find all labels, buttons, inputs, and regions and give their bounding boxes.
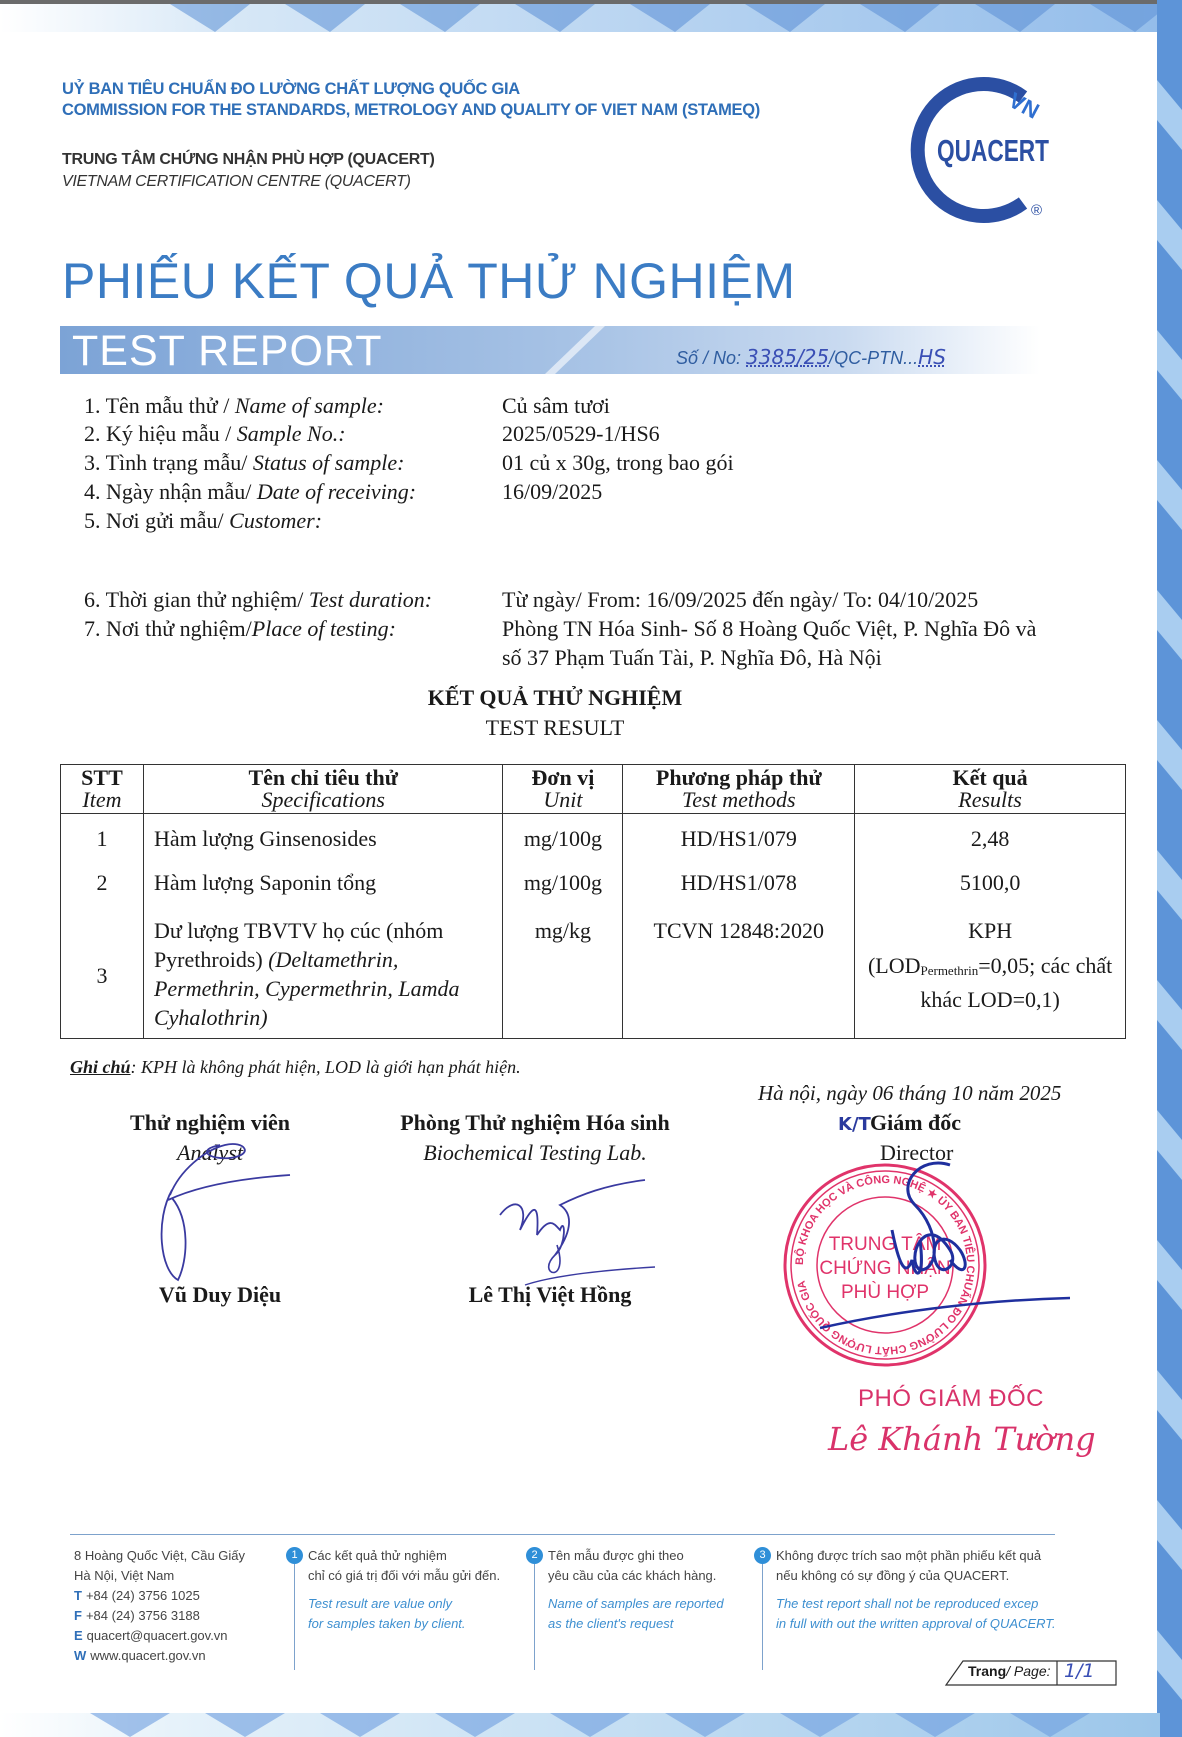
- stamp-line2: CHỨNG NHẬN: [819, 1258, 951, 1279]
- report-number-year: 25: [803, 345, 830, 369]
- cell-result: 5100,0: [855, 866, 1126, 914]
- logo-mark: VN: [1004, 87, 1044, 124]
- report-number: Số / No: 3385/25/QC-PTN...HS: [676, 345, 946, 369]
- footer-note-1: 1 Các kết quả thử nghiệm chỉ có giá trị đối với mẫu gửi đến. Test result are value only for samples taken by client.: [308, 1546, 528, 1634]
- contact-block: [74, 1546, 245, 1666]
- registered-mark: ®: [1031, 202, 1043, 219]
- column-header-result: Kết quả Results: [855, 765, 1126, 814]
- decorative-top-border: [0, 0, 1182, 32]
- info-value-place: Phòng TN Hóa Sinh- Số 8 Hoàng Quốc Việt, P. Nghĩa Đô và: [502, 616, 1037, 641]
- cell-unit: mg/kg: [503, 914, 623, 1039]
- logo-text: QUACERT: [937, 133, 1050, 168]
- report-title-en: TEST REPORT: [72, 327, 383, 375]
- lab-head-signature: [495, 1175, 655, 1285]
- cell-item: 3: [61, 914, 144, 1039]
- page-label: Trang/ Page:: [968, 1663, 1051, 1679]
- table-header-row: [61, 765, 1126, 814]
- report-title-vi: PHIẾU KẾT QUẢ THỬ NGHIỆM: [62, 253, 796, 309]
- table-row: [61, 866, 1126, 914]
- info-label-test-duration: 6. Thời gian thử nghiệm/ Test duration:: [84, 587, 433, 612]
- info-value-test-duration: Từ ngày/ From: 16/09/2025 đến ngày/ To: 04/10/2025: [502, 587, 979, 612]
- phone: T +84 (24) 3756 1025: [74, 1588, 200, 1603]
- address-line2: Hà Nội, Việt Nam: [74, 1568, 175, 1583]
- column-header-item: STT Item: [61, 765, 144, 814]
- centre-name-en: VIETNAM CERTIFICATION CENTRE (QUACERT): [62, 173, 411, 190]
- fax: F +84 (24) 3756 3188: [74, 1608, 200, 1623]
- column-header-specification: Tên chỉ tiêu thử Specifications: [143, 765, 503, 814]
- footnote-label: Ghi chú: [70, 1057, 131, 1077]
- note-number-icon: 2: [526, 1547, 543, 1564]
- cell-item: 1: [61, 814, 144, 866]
- deputy-director-title: PHÓ GIÁM ĐỐC: [858, 1385, 1045, 1412]
- page-number: 1/1: [1064, 1660, 1095, 1682]
- cell-unit: mg/100g: [503, 866, 623, 914]
- column-header-unit: Đơn vị Unit: [503, 765, 623, 814]
- footnote-text: : KPH là không phát hiện, LOD là giới hạn phát hiện.: [130, 1057, 521, 1077]
- info-label-place: 7. Nơi thử nghiệm/Place of testing:: [84, 616, 396, 641]
- results-title-vi: KẾT QUẢ THỬ NGHIỆM: [427, 685, 683, 710]
- info-label-date-received: 4. Ngày nhận mẫu/ Date of receiving:: [84, 479, 417, 504]
- cell-specification: Dư lượng TBVTV họ cúc (nhóm Pyrethroids) (Deltamethrin, Permethrin, Cypermethrin, Lamda Cyhalothrin): [143, 914, 503, 1039]
- cell-unit: mg/100g: [503, 814, 623, 866]
- footer-note-3: 3 Không được trích sao một phần phiếu kết quả nếu không có sự đồng ý của QUACERT. The test report shall not be reproduced excep in full with out the written approval of QUACERT.: [776, 1546, 1066, 1634]
- decorative-right-border: [1157, 0, 1182, 1737]
- deputy-director-name: Lê Khánh Tường: [828, 1420, 1096, 1458]
- report-number-code: /QC-PTN: [829, 348, 904, 368]
- report-number-suffix: HS: [918, 345, 946, 369]
- cell-specification: Hàm lượng Saponin tổng: [143, 866, 503, 914]
- signing-date: Hà nội, ngày 06 tháng 10 năm 2025: [758, 1081, 1062, 1105]
- director-subtitle: Director: [880, 1140, 954, 1165]
- address-line1: 8 Hoàng Quốc Việt, Cầu Giấy: [74, 1548, 246, 1563]
- cell-item: 2: [61, 866, 144, 914]
- cell-specification: Hàm lượng Ginsenosides: [143, 814, 503, 866]
- info-value-sample-name: Củ sâm tươi: [502, 393, 610, 418]
- cell-result: [855, 914, 1126, 1039]
- footer-note-2: 2 Tên mẫu được ghi theo yêu cầu của các khách hàng. Name of samples are reported as the client's request: [548, 1546, 768, 1634]
- info-value-place-line2: số 37 Phạm Tuấn Tài, P. Nghĩa Đô, Hà Nội: [502, 645, 882, 670]
- quacert-logo: [905, 75, 1055, 225]
- cell-result: 2,48: [855, 814, 1126, 866]
- cell-result-lod-note: ($LOD_{Permethrin}=0,05$; các chất khác LOD=0,1): [867, 952, 1113, 1012]
- table-row: [61, 914, 1126, 1039]
- cell-method: TCVN 12848:2020: [623, 914, 855, 1039]
- stamp-line1: TRUNG TÂM: [828, 1234, 942, 1255]
- info-value-sample-no: 2025/0529-1/HS6: [502, 421, 660, 446]
- analyst-title: Thử nghiệm viên: [130, 1110, 290, 1135]
- analyst-signature: [150, 1130, 300, 1300]
- cell-method: HD/HS1/079: [623, 814, 855, 866]
- report-number-value: 3385: [746, 345, 797, 369]
- info-label-status: 3. Tình trạng mẫu/ Status of sample:: [84, 450, 405, 475]
- table-row: [61, 814, 1126, 866]
- report-number-label: Số / No:: [676, 348, 742, 368]
- stamp-ring-text: BỘ KHOA HỌC VÀ CÔNG NGHỆ ★ ỦY BAN TIÊU CHUẨN ĐO LƯỜNG CHẤT LƯỢNG QUỐC GIA: [793, 1173, 977, 1357]
- column-header-method: Phương pháp thử Test methods: [623, 765, 855, 814]
- stamp-line3: PHÙ HỢP: [840, 1282, 930, 1303]
- centre-name-vi: TRUNG TÂM CHỨNG NHẬN PHÙ HỢP (QUACERT): [62, 151, 435, 168]
- org-name-en: COMMISSION FOR THE STANDARDS, METROLOGY AND QUALITY OF VIET NAM (STAMEQ): [62, 101, 760, 119]
- on-behalf-mark: K/T: [838, 1114, 871, 1135]
- note-number-icon: 1: [286, 1547, 303, 1564]
- lab-head-name: Lê Thị Việt Hồng: [468, 1282, 632, 1307]
- director-title: Giám đốc: [870, 1110, 962, 1135]
- email: E quacert@quacert.gov.vn: [74, 1628, 228, 1643]
- decorative-bottom-border: [0, 1705, 1182, 1737]
- info-label-sample-no: 2. Ký hiệu mẫu / Sample No.:: [84, 421, 346, 446]
- info-label-customer: 5. Nơi gửi mẫu/ Customer:: [84, 508, 323, 533]
- footer-divider: [70, 1534, 1055, 1535]
- note-number-icon: 3: [754, 1547, 771, 1564]
- analyst-name: Vũ Duy Diệu: [158, 1282, 282, 1307]
- info-label-sample-name: 1. Tên mẫu thử / Name of sample:: [84, 393, 384, 418]
- results-title-en: TEST RESULT: [485, 715, 625, 740]
- director-signature: [800, 1150, 1090, 1340]
- results-table: [60, 764, 1126, 1039]
- analyst-subtitle: Analyst: [177, 1140, 243, 1165]
- cell-method: HD/HS1/078: [623, 866, 855, 914]
- website: W www.quacert.gov.vn: [74, 1648, 206, 1663]
- lab-title: Phòng Thử nghiệm Hóa sinh: [400, 1110, 670, 1135]
- lab-subtitle: Biochemical Testing Lab.: [423, 1140, 647, 1165]
- org-name-vi: UỶ BAN TIÊU CHUẨN ĐO LƯỜNG CHẤT LƯỢNG QUỐC GIA: [62, 80, 520, 98]
- info-value-status: 01 củ x 30g, trong bao gói: [502, 450, 734, 475]
- footnote: [70, 1057, 521, 1078]
- cell-result-value: KPH: [968, 917, 1013, 943]
- info-value-date-received: 16/09/2025: [502, 479, 603, 504]
